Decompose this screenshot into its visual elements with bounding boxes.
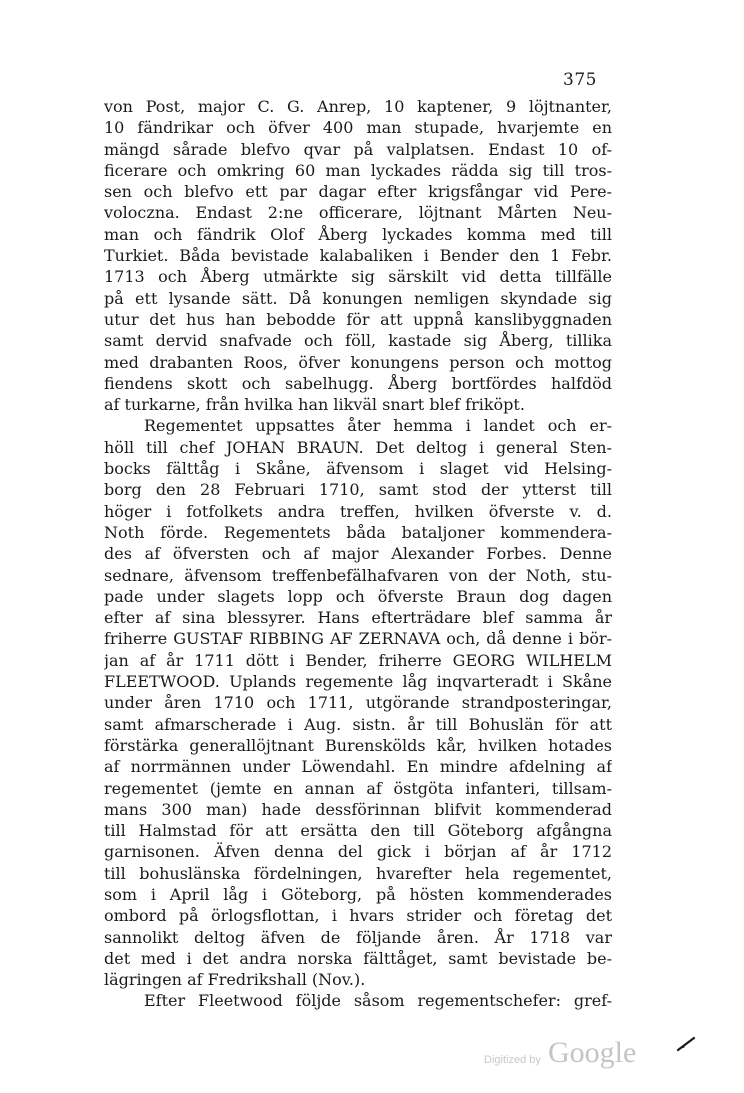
text-line: samt afmarscherade i Aug. sistn. år till Bohuslän för att: [104, 714, 612, 734]
text-line: borg den 28 Februari 1710, samt stod der ytterst till: [104, 480, 612, 500]
text-line: fiendens skott och sabelhugg. Åberg bortfördes halfdöd: [104, 373, 612, 393]
text-line: ficerare och omkring 60 man lyckades rädda sig till tros-: [104, 160, 612, 180]
page-number: 375: [563, 70, 597, 90]
text-line: höger i fotfolkets andra treffen, hvilken öfverste v. d.: [104, 501, 612, 521]
text-line: 10 fändrikar och öfver 400 man stupade, hvarjemte en: [104, 118, 612, 138]
text-line: des af öfversten och af major Alexander Forbes. Denne: [104, 544, 612, 564]
text-line: garnisonen. Äfven denna del gick i början af år 1712: [104, 842, 612, 862]
text-line: Noth förde. Regementets båda bataljoner kommendera-: [104, 522, 612, 542]
text-line: jan af år 1711 dött i Bender, friherre GEORG WILHELM: [104, 650, 612, 670]
text-line: höll till chef JOHAN BRAUN. Det deltog i general Sten-: [104, 437, 612, 457]
text-line: med drabanten Roos, öfver konungens person och mottog: [104, 352, 612, 372]
text-line: 1713 och Åberg utmärkte sig särskilt vid detta tillfälle: [104, 267, 612, 287]
text-line: Turkiet. Båda bevistade kalabaliken i Bender den 1 Febr.: [104, 246, 612, 266]
text-line: voloczna. Endast 2:ne officerare, löjtnant Mårten Neu-: [104, 203, 612, 223]
text-line: sednare, äfvensom treffenbefälhafvaren von der Noth, stu-: [104, 565, 612, 585]
text-line: mängd sårade blefvo qvar på valplatsen. Endast 10 of-: [104, 139, 612, 159]
text-line: det med i det andra norska fälttåget, samt bevistade be-: [104, 948, 612, 968]
pen-mark-icon: [676, 1036, 696, 1052]
text-line: förstärka generallöjtnant Burenskölds kår, hvilken hotades: [104, 735, 612, 755]
text-line: lägringen af Fredrikshall (Nov.).: [104, 970, 366, 990]
text-line: bocks fälttåg i Skåne, äfvensom i slaget vid Helsing-: [104, 459, 612, 479]
text-line: Efter Fleetwood följde såsom regementschefer: gref-: [144, 991, 612, 1011]
text-line: samt dervid snafvade och föll, kastade sig Åberg, tillika: [104, 331, 612, 351]
text-line: efter af sina blessyrer. Hans efterträdare blef samma år: [104, 608, 612, 628]
text-line: sannolikt deltog äfven de följande åren. År 1718 var: [104, 927, 612, 947]
text-line: under åren 1710 och 1711, utgörande strandposteringar,: [104, 693, 612, 713]
text-line: Regementet uppsattes åter hemma i landet och er-: [144, 416, 612, 436]
text-line: af turkarne, från hvilka han likväl snart blef friköpt.: [104, 395, 525, 415]
text-line: friherre GUSTAF RIBBING AF ZERNAVA och, då denne i bör-: [104, 629, 612, 649]
text-line: utur det hus han bebodde för att uppnå kanslibyggnaden: [104, 309, 612, 329]
text-line: sen och blefvo ett par dagar efter krigsfångar vid Pere-: [104, 182, 612, 202]
text-line: mans 300 man) hade dessförinnan blifvit kommenderad: [104, 799, 612, 819]
text-line: man och fändrik Olof Åberg lyckades komma med till: [104, 224, 612, 244]
google-watermark: Google: [548, 1036, 637, 1069]
text-line: som i April låg i Göteborg, på hösten kommenderades: [104, 884, 612, 904]
text-line: pade under slagets lopp och öfverste Braun dog dagen: [104, 586, 612, 606]
text-line: von Post, major C. G. Anrep, 10 kaptener, 9 löjtnanter,: [104, 97, 612, 116]
body-text: [104, 96, 612, 1012]
text-line: på ett lysande sätt. Då konungen nemligen skyndade sig: [104, 288, 612, 308]
text-line: af norrmännen under Löwendahl. En mindre afdelning af: [104, 757, 612, 777]
text-line: regementet (jemte en annan af östgöta infanteri, tillsam-: [104, 778, 612, 798]
text-line: ombord på örlogsflottan, i hvars strider och företag det: [104, 906, 612, 926]
text-line: FLEETWOOD. Uplands regemente låg inqvarteradt i Skåne: [104, 672, 612, 692]
text-line: till bohuslänska fördelningen, hvarefter hela regementet,: [104, 863, 612, 883]
digitized-by-label: Digitized by: [484, 1054, 541, 1066]
text-line: till Halmstad för att ersätta den till Göteborg afgångna: [104, 821, 612, 841]
